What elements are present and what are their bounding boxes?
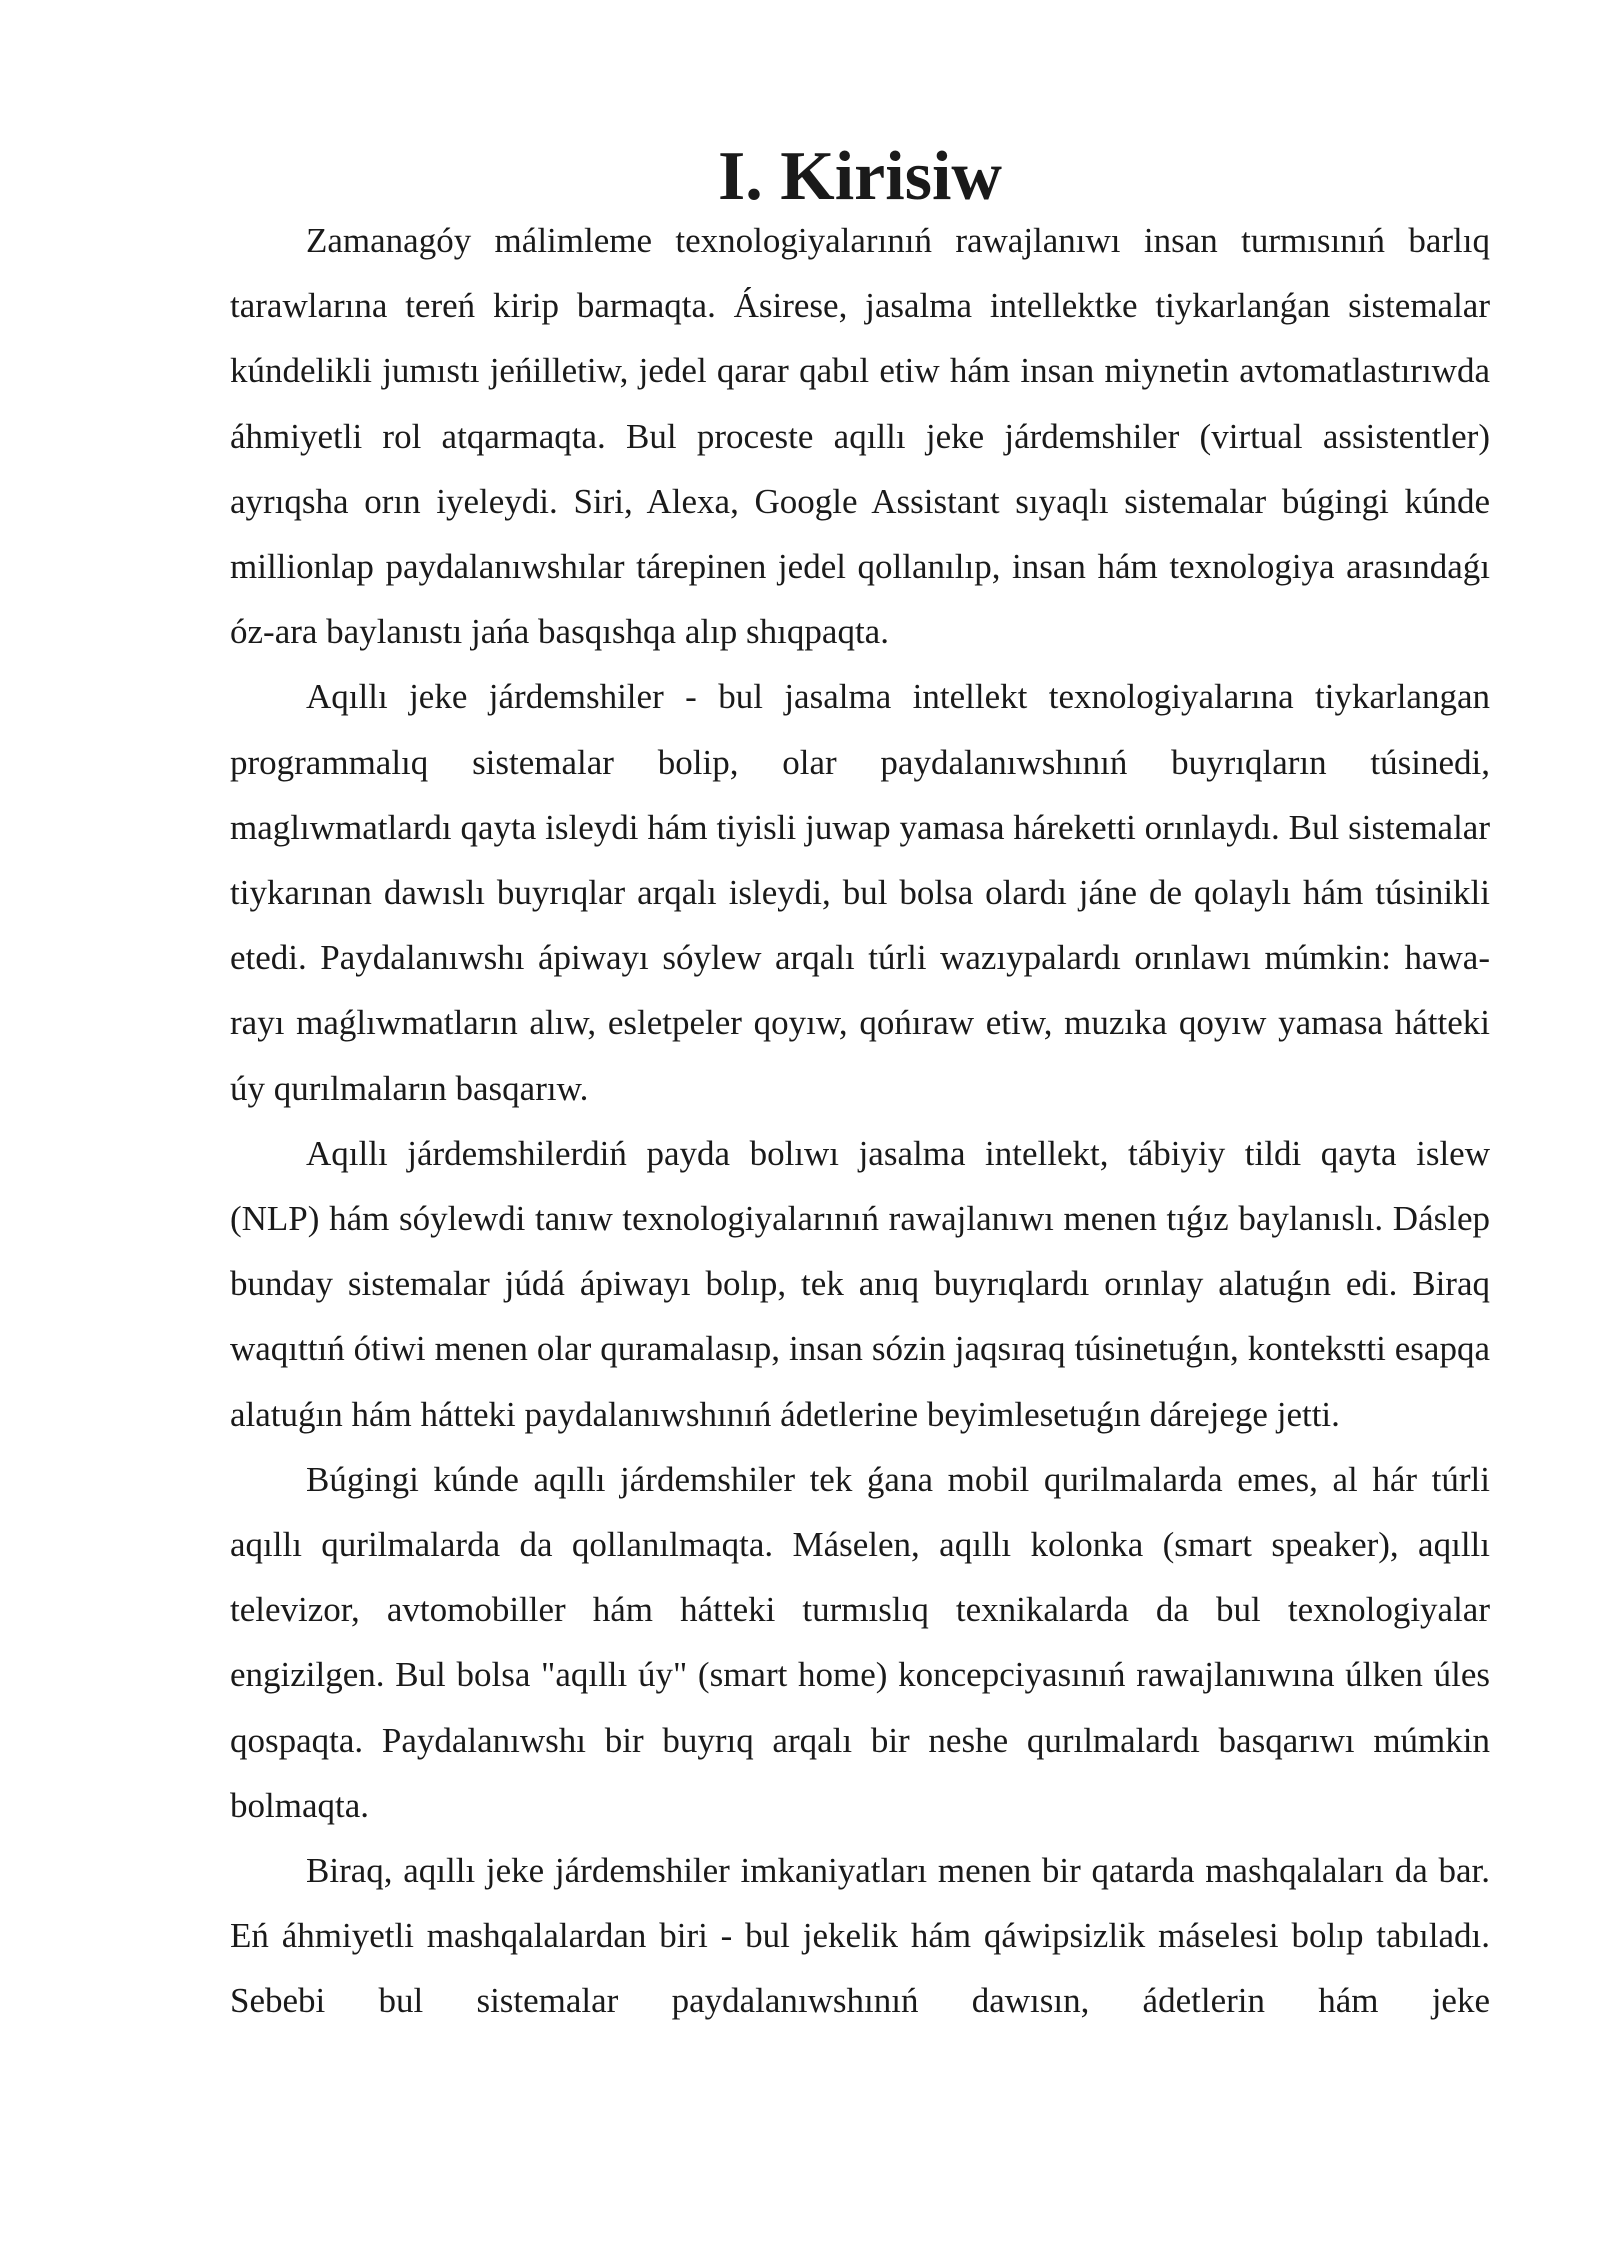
- paragraph-history: Aqıllı járdemshilerdiń payda bolıwı jasalma intellekt, tábiyiy tildi qayta islew (NLP) hám sóylewdi tanıw texnologiyalarınıń rawajlanıwı menen tıǵız baylanıslı. Dáslep bunday sistemalar júdá ápiwayı bolıp, tek anıq buyrıqlardı orınlay alatuǵın edi. Biraq waqıttıń ótiwi menen olar quramalasıp, insan sózin jaqsıraq túsinetuǵın, kontekstti esapqa alatuǵın hám hátteki paydalanıwshınıń ádetlerine beyimlesetuǵın dárejege jetti.: [230, 1133, 1490, 1434]
- paragraph-problems: Biraq, aqıllı jeke járdemshiler imkaniyatları menen bir qatarda mashqalaları da bar. Eń áhmiyetli mashqalalardan biri - bul jekelik hám qáwipsizlik máselesi bolıp tabıladı. Sebebi bul sistemalar paydalanıwshınıń dawısın, ádetlerin hám jeke: [230, 1851, 1490, 2021]
- paragraph-applications: Búgingi kúnde aqıllı járdemshiler tek ǵana mobil qurilmalarda emes, al hár túrli aqıllı qurilmalarda da qollanılmaqta. Máselen, aqıllı kolonka (smart speaker), aqıllı televizor, avtomobiller hám hátteki turmıslıq texnikalarda da bul texnologiyalar engizilgen. Bul bolsa "aqıllı úy" (smart home) koncepciyasınıń rawajlanıwına úlken úles qospaqta. Paydalanıwshı bir buyrıq arqalı bir neshe qurılmalardı basqarıwı múmkin bolmaqta.: [230, 1459, 1490, 1825]
- paragraph-intro: Zamanagóy málimleme texnologiyalarınıń rawajlanıwı insan turmısınıń barlıq tarawlarına tereń kirip barmaqta. Ásirese, jasalma intellektke tiykarlanǵan sistemalar kúndelikli jumıstı jeńilletiw, jedel qarar qabıl etiw hám insan miynetin avtomatlastırıwda áhmiyetli rol atqarmaqta. Bul proceste aqıllı jeke járdemshiler (virtual assistentler) ayrıqsha orın iyeleydi. Siri, Alexa, Google Assistant sıyaqlı sistemalar búgingi kúnde millionlap paydalanıwshılar tárepinen jedel qollanılıp, insan hám texnologiya arasındaǵı óz-ara baylanıstı jańa basqıshqa alıp shıqpaqta.: [230, 221, 1490, 652]
- section-heading: I. Kirisiw: [718, 138, 1002, 215]
- paragraph-definition: Aqıllı jeke járdemshiler - bul jasalma intellekt texnologiyalarına tiykarlangan programmalıq sistemalar bolip, olar paydalanıwshınıń buyrıqların túsinedi, maglıwmatlardı qayta isleydi hám tiyisli juwap yamasa háreketti orınlaydı. Bul sistemalar tiykarınan dawıslı buyrıqlar arqalı isleydi, bul bolsa olardı jáne de qolaylı hám túsinikli etedi. Paydalanıwshı ápiwayı sóylew arqalı túrli wazıypalardı orınlawı múmkin: hawa-rayı maǵlıwmatların alıw, esletpeler qoyıw, qońıraw etiw, muzıka qoyıw yamasa hátteki úy qurılmaların basqarıw.: [230, 677, 1490, 1108]
- document-page: [230, 138, 1490, 2034]
